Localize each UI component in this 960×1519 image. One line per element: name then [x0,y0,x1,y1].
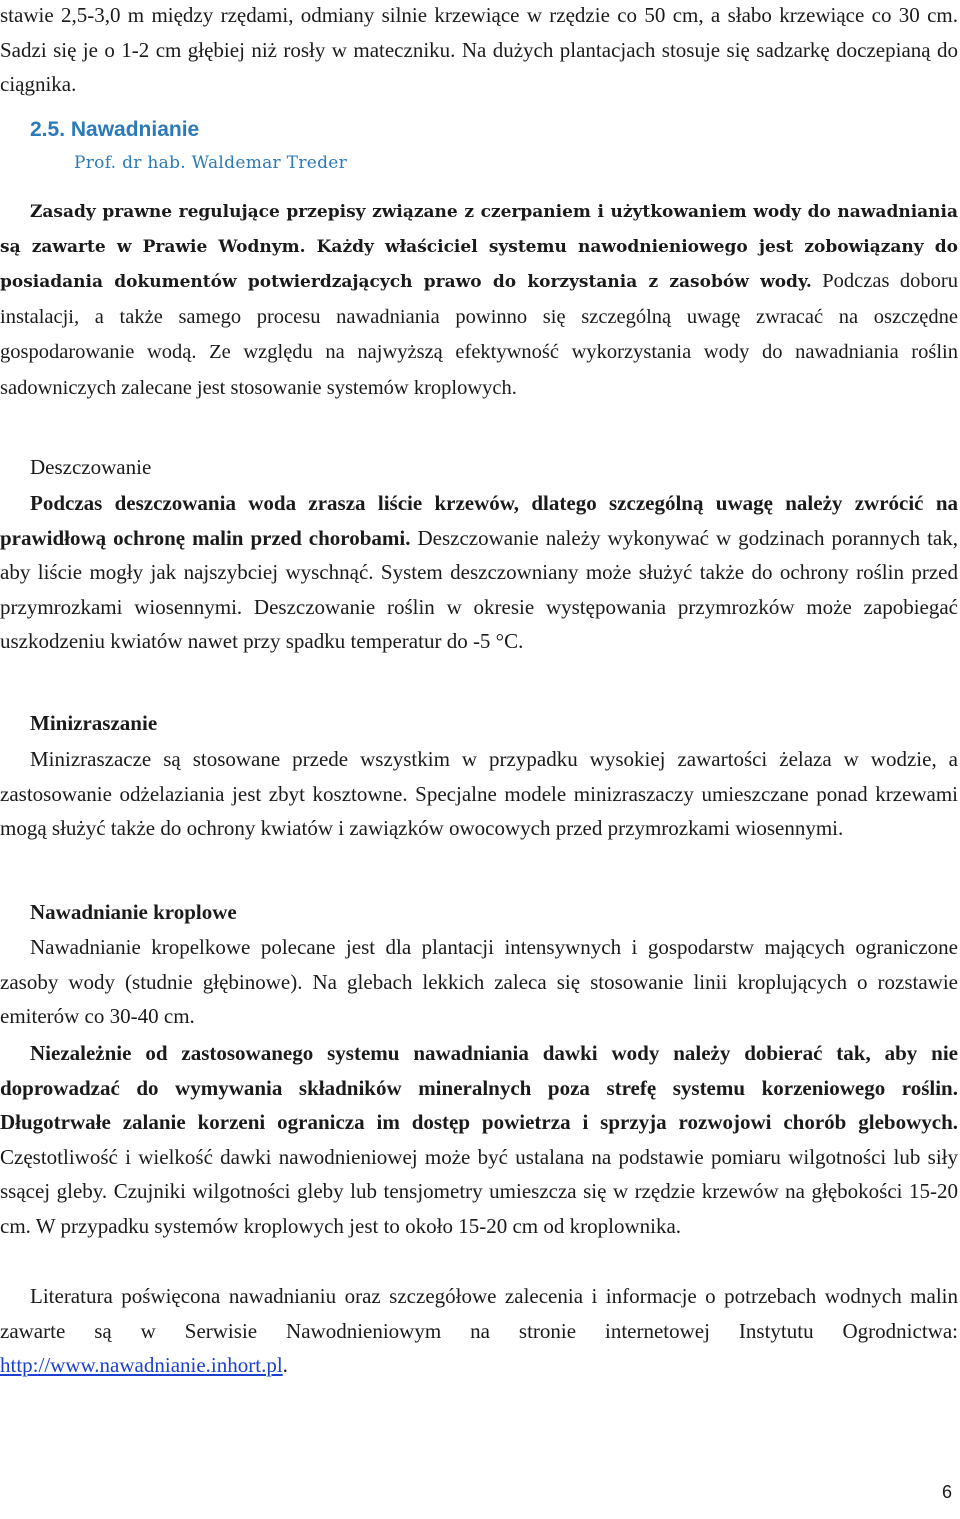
section-author: Prof. dr hab. Waldemar Treder [74,153,348,173]
dawki-plain-text: Częstotliwość i wielkość dawki nawodnieniowej może być ustalana na podstawie pomiaru wilgotności lub siły ssącej gleby. Czujniki wilgotności gleby lub tensjometry umieszcza się w rzędzie krzewów na głębokości 15-20 cm. W przypadku systemów kroplowych jest to około 15-20 cm od kroplownika. [0,1144,958,1238]
deszczowanie-paragraph [0,486,958,659]
kroplowe-paragraph: Nawadnianie kropelkowe polecane jest dla plantacji intensywnych i gospodarstw mających ograniczone zasoby wody (studnie głębinowe). Na glebach lekkich zaleca się stosowanie linii kroplujących o rozstawie emiterów co 30-40 cm. [0,935,958,1028]
literatura-text: Literatura poświęcona nawadnianiu oraz szczegółowe zalecenia i informacje o potrzebach wodnych malin zawarte są w Serwisie Nawodnieniowym na stronie internetowej Instytutu Ogrodnictwa: [0,1284,958,1343]
literatura-end: . [282,1353,288,1377]
inhort-link[interactable]: http://www.nawadnianie.inhort.pl [0,1353,283,1377]
deszczowanie-plain-text: Deszczowanie należy wykonywać w godzinach porannych tak, aby liście mogły jak najszybciej wyschnąć. System deszczowniany może służyć także do ochrony roślin przed przymrozkami wiosennymi. Deszczowanie roślin w okresie występowania przymrozków może zapobiegać uszkodzeniu kwiatów nawet przy spadku temperatur do -5 °C. [0,525,958,653]
minizraszanie-paragraph: Minizraszacze są stosowane przede wszystkim w przypadku wysokiej zawartości żelaza w wodzie, a zastosowanie odżelaziania jest zbyt kosztowne. Specjalne modele minizraszaczy umieszczane ponad krzewami mogą służyć także do ochrony kwiatów i zawiązków owocowych przed przymrozkami wiosennymi. [0,747,958,840]
section-heading: 2.5. Nawadnianie [30,118,200,141]
deszczowanie-heading: Deszczowanie [30,455,152,479]
intro-paragraph: stawie 2,5-3,0 m między rzędami, odmiany silnie krzewiące w rzędzie co 50 cm, a słabo krzewiące co 30 cm. Sadzi się je o 1-2 cm głębiej niż rosły w mateczniku. Na dużych plantacjach stosuje się sadzarkę doczepianą do ciągnika. [0,3,958,96]
minizraszanie-section [0,706,958,846]
deszczowanie-section [0,450,958,659]
literatura-paragraph [0,1279,958,1383]
kroplowe-heading: Nawadnianie kroplowe [30,900,237,924]
legal-plain-text: Podczas doboru instalacji, a także samego procesu nawadniania powinno się szczególną uwagę zwracać na oszczędne gospodarowanie wodą. Ze względu na najwyższą efektywność wykorzystania wody do nawadniania roślin sadowniczych zalecane jest stosowanie systemów kroplowych. [0,270,958,399]
page-number: 6 [941,1482,952,1502]
dawki-paragraph [0,1036,958,1243]
kroplowe-section [0,895,958,1034]
dawki-bold-text: Niezależnie od zastosowanego systemu nawadniania dawki wody należy dobierać tak, aby nie doprowadzać do wymywania składników mineralnych poza strefę systemu korzeniowego roślin. Długotrwałe zalanie korzeni ogranicza im dostęp powietrza i sprzyja rozwojowi chorób glebowych. [0,1041,958,1134]
minizraszanie-heading: Minizraszanie [30,711,158,735]
legal-bold-text: Zasady prawne regulujące przepisy związane z czerpaniem i użytkowaniem wody do nawadniania są zawarte w Prawie Wodnym. Każdy właściciel systemu nawodnieniowego jest zobowiązany do posiadania dokumentów potwierdzających prawo do korzystania z zasobów wody. [0,202,958,292]
deszczowanie-bold-text: Podczas deszczowania woda zrasza liście krzewów, dlatego szczególną uwagę należy zwrócić na prawidłową ochronę malin przed chorobami. [0,491,958,550]
legal-paragraph [0,195,958,406]
